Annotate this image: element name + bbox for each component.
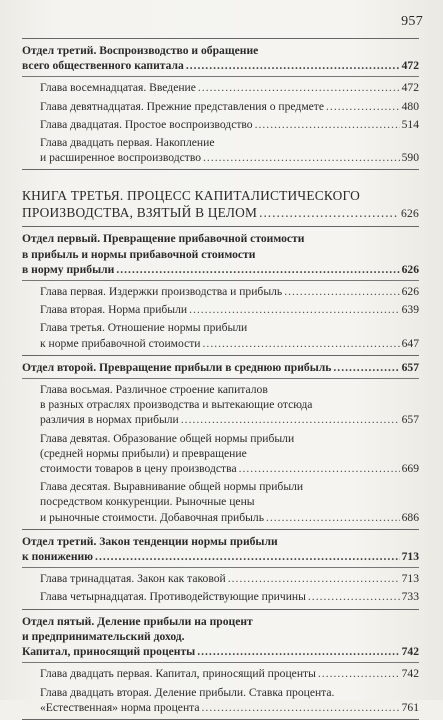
divider [22,662,419,663]
leader-dots [181,412,400,427]
section-heading [22,360,419,375]
section-title: Капитал, приносящий проценты [22,645,196,659]
leader-dots [333,360,399,375]
entry-row [22,412,419,427]
leader-dots [116,262,399,277]
chapter-entry [22,99,419,114]
leader-dots [228,571,400,586]
entry-title: Глава восемнадцатая. Введение [40,81,196,95]
page-ref: 472 [401,59,419,73]
leader-dots [308,589,400,604]
section-heading [22,231,419,277]
page-ref: 713 [401,550,419,564]
page-ref: 713 [401,572,419,586]
page-ref: 733 [401,590,419,604]
entry-line: (средней нормы прибыли) и превращение [40,446,247,460]
section-title: Отдел второй. Превращение прибыли в среднюю прибыль [22,360,332,374]
section-title-line: Отдел третий. Воспроизводство и обращение [22,44,259,57]
page-ref: 480 [401,99,419,113]
page-ref: 647 [401,336,419,350]
chapter-entry [22,284,419,299]
section-heading [22,534,419,564]
divider [22,280,419,281]
section-title-line: всего общественного капитала [22,59,184,73]
leader-dots [95,549,400,564]
page-ref: 669 [401,462,419,476]
section-heading [22,614,419,660]
entry-title: и расширенное воспроизводство [40,151,202,165]
leader-dots [266,510,400,525]
section-title-line: в прибыль и нормы прибавочной стоимости [22,247,256,261]
book-title-line: КНИГА ТРЕТЬЯ. ПРОЦЕСС КАПИТАЛИСТИЧЕСКОГО [22,188,360,204]
leader-dots [203,150,400,165]
chapter-entry [22,80,419,95]
leader-dots [197,644,399,659]
chapter-entry [22,666,419,681]
spacer [22,170,419,184]
chapter-list [22,80,419,165]
entry-title: и рыночные стоимости. Добавочная прибыль [40,510,264,524]
section-title-row [22,549,419,564]
entry-row [22,99,419,114]
page-ref: 626 [401,262,419,276]
entry-row [22,666,419,681]
entry-row [22,589,419,604]
sections-container [22,227,419,719]
entry-title: «Естественная» норма процента [40,700,200,714]
chapter-entry [22,117,419,132]
section-block [22,530,419,608]
chapter-entry [22,479,419,525]
section-title-row [22,58,419,73]
entry-row [22,302,419,317]
chapter-entry [22,571,419,586]
page-ref: 686 [401,510,419,524]
entry-line: Глава третья. Отношение нормы прибыли [40,321,248,335]
leader-dots [255,117,400,132]
divider [22,567,419,568]
entry-title: Глава двадцатая. Простое воспроизводство [40,117,253,131]
entry-title: Глава двадцать первая. Капитал, приносящий проценты [40,667,316,681]
leader-dots [189,302,400,317]
entry-title: к норме прибавочной стоимости [40,336,201,350]
page-ref: 590 [401,151,419,165]
page-ref: 639 [401,303,419,317]
entry-line: Глава двадцать вторая. Деление прибыли. Ставка процента. [40,685,335,699]
entry-line: Глава восьмая. Различное строение капиталов [40,383,268,397]
entry-title: Глава первая. Издержки производства и прибыль [40,285,283,299]
entry-title: Глава вторая. Норма прибыли [40,303,188,317]
section-title-line: и предпринимательский доход. [22,629,185,643]
section-title-line: Отдел первый. Превращение прибавочной стоимости [22,232,305,246]
divider [22,76,419,77]
leader-dots [284,284,399,299]
section-title-line: Отдел третий. Закон тенденции нормы прибыли [22,534,278,548]
entry-row [22,700,419,715]
section-block [22,610,419,718]
section-title-row [22,262,419,277]
section-title-row [22,360,419,375]
entry-row [22,461,419,476]
section-title: в норму прибыли [22,262,115,276]
chapter-entry [22,589,419,604]
section-title-line: Отдел пятый. Деление прибыли на процент [22,614,253,628]
section-block [22,356,419,528]
leader-dots [239,461,400,476]
entry-line: Глава десятая. Выравнивание общей нормы прибыли [40,480,304,494]
section-block [22,227,419,353]
entry-line: Глава двадцать первая. Накопление [40,136,215,150]
page-ref: 742 [401,667,419,681]
leader-dots [186,58,400,73]
leader-dots [318,666,400,681]
page-number: 957 [401,14,423,29]
chapter-entry [22,431,419,477]
book-three-heading [22,184,419,225]
leader-dots [198,80,400,95]
page-ref: 657 [401,360,419,374]
page-ref: 742 [401,645,419,659]
entry-row [22,117,419,132]
book-title-line: ПРОИЗВОДСТВА, ВЗЯТЫЙ В ЦЕЛОМ [22,204,258,220]
section-part-three [22,39,419,168]
entry-title: различия в нормах прибыли [40,413,179,427]
book-title-row [22,205,419,223]
page-ref: 472 [401,81,419,95]
chapter-entry [22,382,419,428]
page-ref: 626 [401,285,419,299]
entry-line: Глава девятая. Образование общей нормы прибыли [40,431,295,445]
entry-line: посредством конкуренции. Рыночные цены [40,495,255,509]
page-ref: 657 [401,413,419,427]
entry-line: в разных отраслях производства и вытекающие отсюда [40,398,313,412]
entry-title: стоимости товаров в цену производства [40,462,237,476]
entry-title: Глава четырнадцатая. Противодействующие причины [40,590,306,604]
entry-title: Глава тринадцатая. Закон как таковой [40,572,226,586]
leader-dots [326,99,400,114]
divider [22,378,419,379]
entry-row [22,284,419,299]
chapter-entry [22,135,419,165]
section-title-row [22,644,419,659]
entry-row [22,150,419,165]
leader-dots [202,700,400,715]
chapter-entry [22,302,419,317]
chapter-entry [22,320,419,350]
leader-dots [259,205,399,222]
entry-title: Глава девятнадцатая. Прежние представления о предмете [40,99,325,113]
page-ref: 514 [401,117,419,131]
page-ref: 626 [401,206,419,220]
entry-row [22,80,419,95]
leader-dots [203,336,400,351]
entry-row [22,571,419,586]
page-ref: 761 [401,700,419,714]
entry-row [22,336,419,351]
section-title: к понижению [22,550,94,564]
table-of-contents [22,38,419,720]
entry-row [22,510,419,525]
